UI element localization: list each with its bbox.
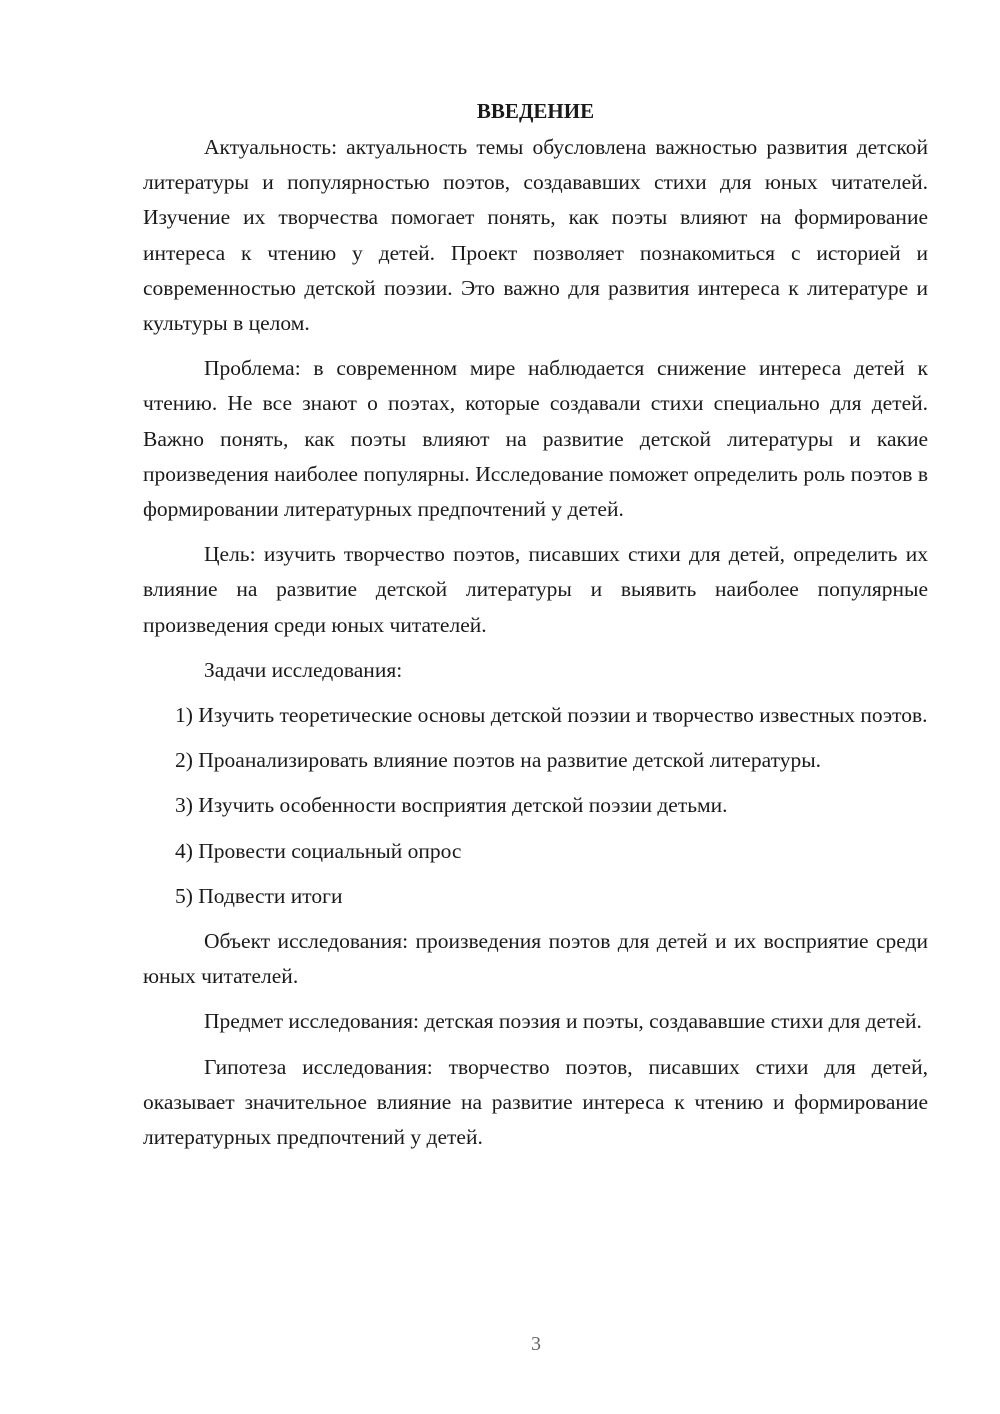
section-heading: ВВЕДЕНИЕ [476, 99, 595, 123]
paragraph-subject: Предмет исследования: детская поэзия и поэты, создававшие стихи для детей. [204, 1009, 922, 1034]
paragraph-goal: Цель: изучить творчество поэтов, писавших стихи для детей, определить их влияние на развитие детской литературы и выявить наиболее популярные произведения среди юных читателей. [143, 542, 928, 637]
paragraph-object: Объект исследования: произведения поэтов для детей и их восприятие среди юных читателей. [143, 929, 928, 989]
document-page [143, 96, 928, 1165]
page-number: 3 [531, 1333, 541, 1355]
task-item-4: 4) Провести социальный опрос [175, 838, 462, 863]
task-item-1: 1) Изучить теоретические основы детской поэзии и творчество известных поэтов. [175, 703, 928, 728]
paragraph-tasks-heading: Задачи исследования: [204, 657, 403, 682]
task-item-5: 5) Подвести итоги [175, 883, 343, 908]
task-item-3: 3) Изучить особенности восприятия детской поэзии детьми. [175, 793, 728, 818]
paragraph-problem: Проблема: в современном мире наблюдается снижение интереса детей к чтению. Не все знают о поэтах, которые создавали стихи специально для детей. Важно понять, как поэты влияют на развитие детской литературы и какие произведения наиболее популярны. Исследование поможет определить роль поэтов в формировании литературных предпочтений у детей. [143, 356, 928, 522]
paragraph-relevance: Актуальность: актуальность темы обусловлена важностью развития детской литературы и популярностью поэтов, создававших стихи для юных читателей. Изучение их творчества помогает понять, как поэты влияют на формирование интереса к чтению у детей. Проект позволяет познакомиться с историей и современностью детской поэзии. Это важно для развития интереса к литературе и культуры в целом. [143, 135, 928, 336]
paragraph-hypothesis: Гипотеза исследования: творчество поэтов, писавших стихи для детей, оказывает значительное влияние на развитие интереса к чтению и формирование литературных предпочтений у детей. [143, 1054, 928, 1150]
task-item-2: 2) Проанализировать влияние поэтов на развитие детской литературы. [175, 748, 822, 773]
